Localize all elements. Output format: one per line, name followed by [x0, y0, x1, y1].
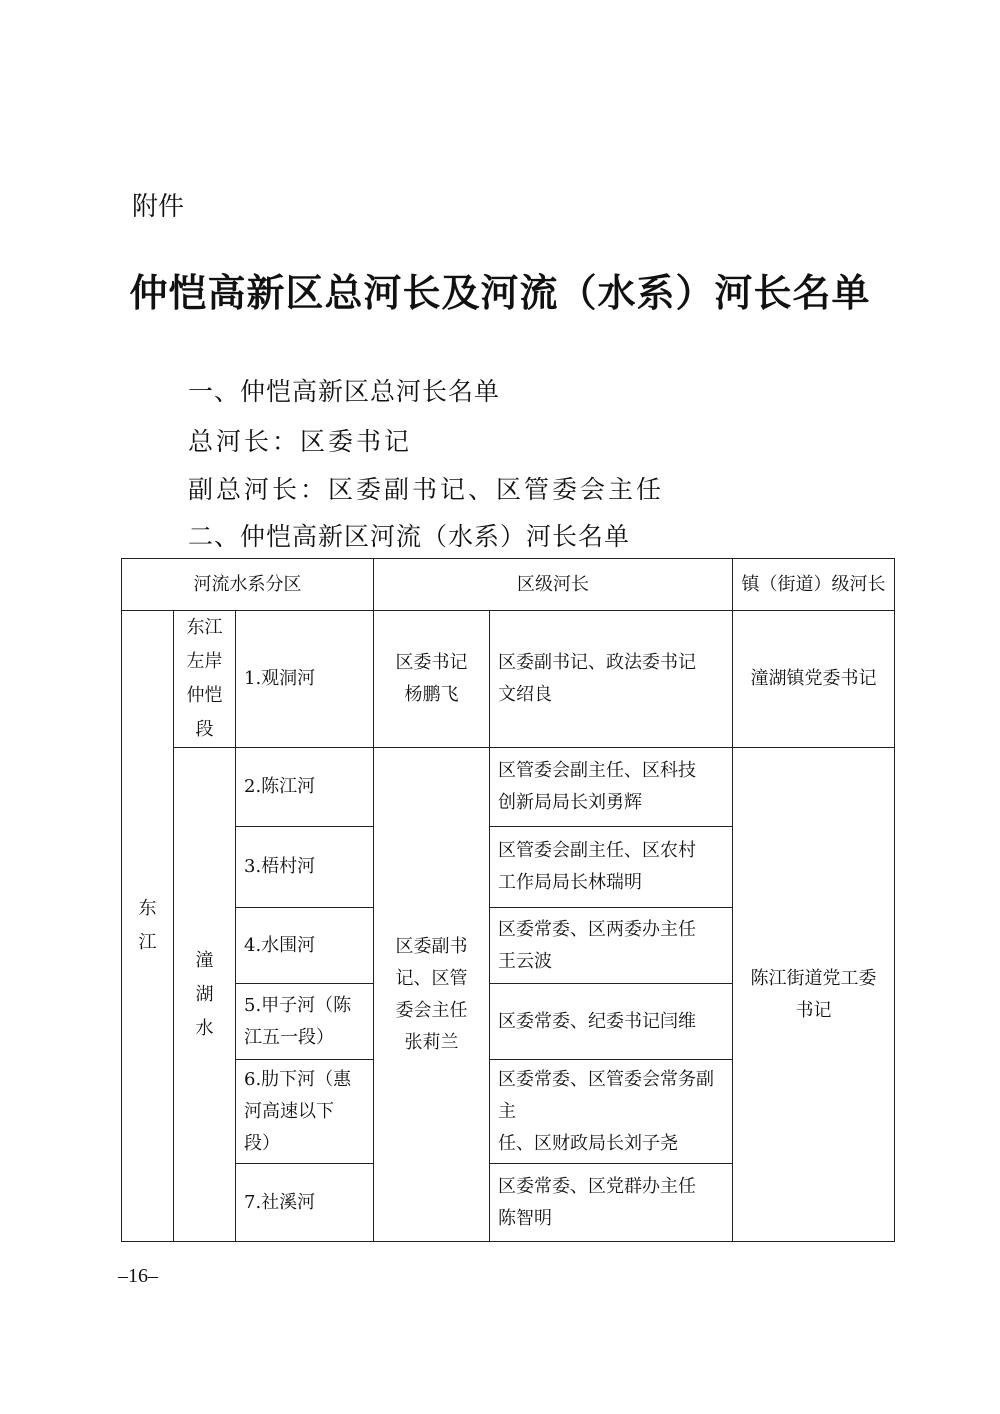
chief-river-chief: 总河长：区委书记 [188, 427, 413, 456]
page-number: –16– [118, 1265, 158, 1287]
river-name: 7.社溪河 [236, 1164, 374, 1242]
region-dongjiang: 东 江 [122, 611, 174, 1242]
river-name: 4.水围河 [236, 908, 374, 984]
district-lead: 区委常委、区党群办主任 陈智明 [490, 1164, 733, 1242]
document-title: 仲恺高新区总河长及河流（水系）河长名单 [129, 271, 871, 315]
river-chief-table [121, 558, 895, 1242]
header-town: 镇（街道）级河长 [733, 559, 895, 611]
district-lead: 区委常委、区管委会常务副主 任、区财政局长刘子尧 [490, 1060, 733, 1164]
district-lead: 区委常委、区两委办主任 王云波 [490, 908, 733, 984]
header-basin: 河流水系分区 [122, 559, 374, 611]
river-name: 6.肋下河（惠 河高速以下 段） [236, 1060, 374, 1164]
section1-heading: 一、仲恺高新区总河长名单 [188, 377, 501, 406]
district-chief-main: 区委副书 记、区管 委会主任 张莉兰 [374, 748, 490, 1242]
town-lead: 潼湖镇党委书记 [733, 611, 895, 748]
header-district: 区级河长 [374, 559, 733, 611]
table-row [122, 748, 895, 827]
section2-heading: 二、仲恺高新区河流（水系）河长名单 [188, 522, 631, 551]
subzone-tonghu: 潼 湖 水 [174, 748, 236, 1242]
district-lead: 区委副书记、政法委书记 文绍良 [490, 611, 733, 748]
district-lead: 区管委会副主任、区科技 创新局局长刘勇辉 [490, 748, 733, 827]
river-name: 2.陈江河 [236, 748, 374, 827]
river-name: 1.观洞河 [236, 611, 374, 748]
district-lead: 区管委会副主任、区农村 工作局局长林瑞明 [490, 827, 733, 908]
town-lead: 陈江街道党工委 书记 [733, 748, 895, 1242]
river-name: 5.甲子河（陈 江五一段） [236, 984, 374, 1060]
table-row [122, 611, 895, 748]
river-name: 3.梧村河 [236, 827, 374, 908]
subzone-left-bank: 东江 左岸 仲恺 段 [174, 611, 236, 748]
deputy-chief: 副总河长：区委副书记、区管委会主任 [188, 475, 665, 504]
district-chief-main: 区委书记 杨鹏飞 [374, 611, 490, 748]
district-lead: 区委常委、纪委书记闫维 [490, 984, 733, 1060]
attachment-label: 附件 [132, 192, 185, 222]
table-header-row [122, 559, 895, 611]
